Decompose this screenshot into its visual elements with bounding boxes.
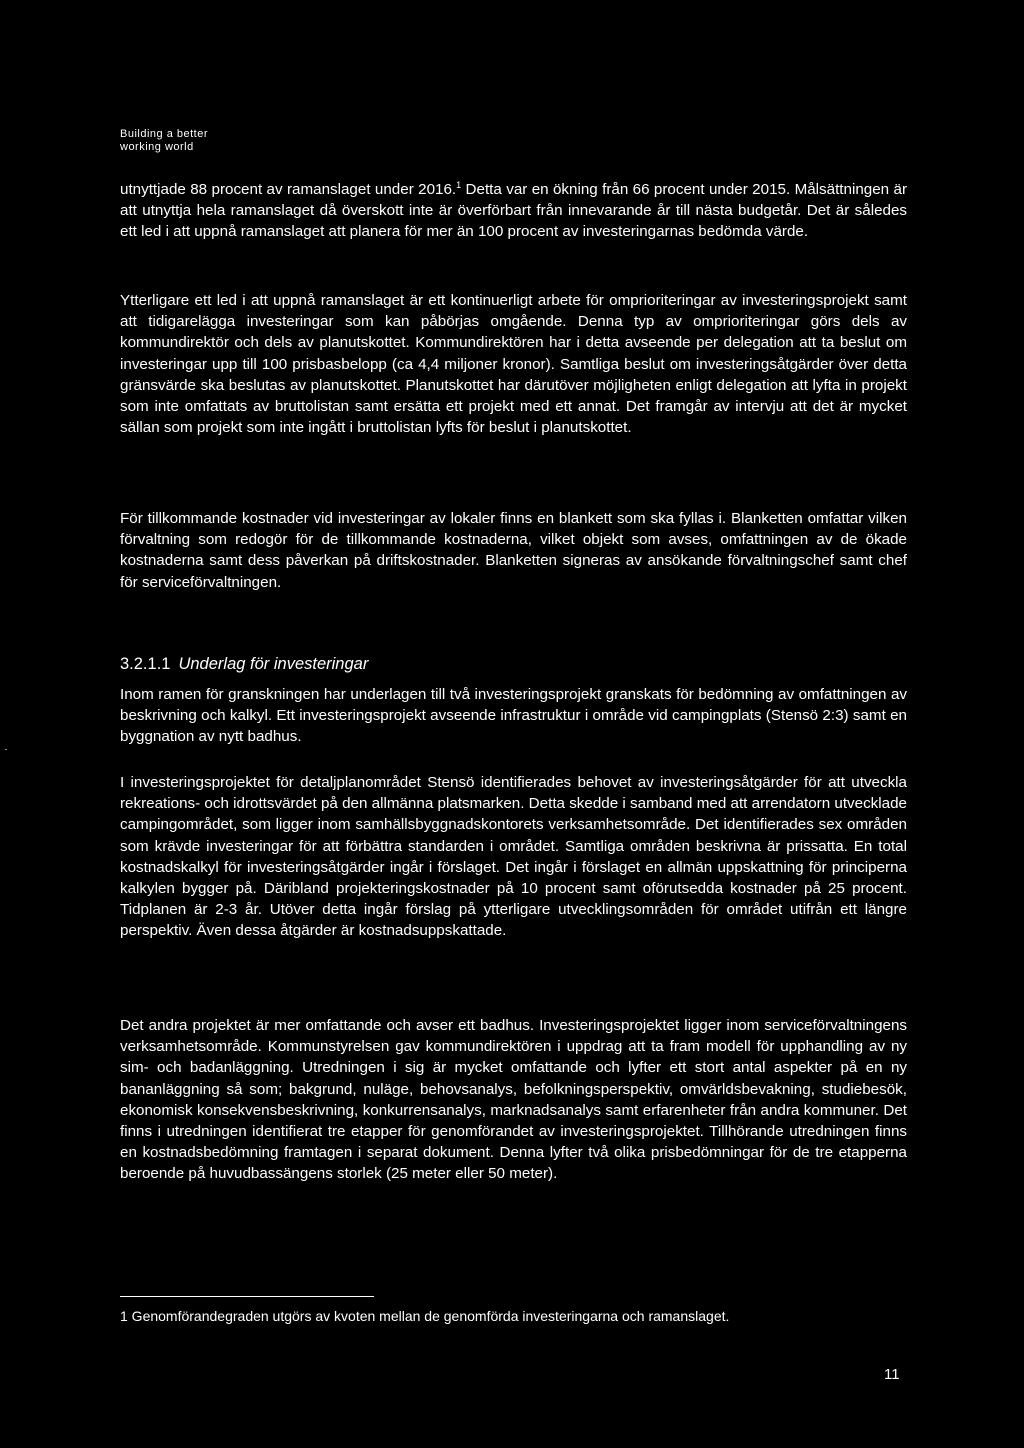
footnote-reference[interactable]: 1 [456, 179, 462, 190]
section-heading [120, 653, 368, 675]
footnote [120, 1307, 729, 1325]
footnote-divider [120, 1296, 374, 1297]
paragraph-5-text: I investeringsprojektet för detaljplanområdet Stensö identifierades behovet av investeringsåtgärder för att utveckla rekreations- och idrottsvärdet på den allmänna platsmarken. Detta skedde i samband med att arrendatorn utvecklade campingområdet, som ligger inom samhällsbyggnadskontorets verksamhetsområde. Det identifierades sex områden som krävde investeringar för att förbättra standarden i området. Samtliga områden beskrivna är prissatta. En total kostnadskalkyl för investeringsåtgärder ingår i förslaget. Det ingår i förslaget en allmän uppskattning för principerna kalkylen bygger på. Däribland projekteringskostnader på 10 procent samt oförutsedda kostnader på 25 procent. Tidplanen är 2-3 år. Utöver detta ingår förslag på ytterligare utvecklingsområden för området utifrån ett längre perspektiv. Även dessa åtgärder är kostnadsuppskattade. [120, 774, 907, 940]
page-number: 11 [884, 1366, 900, 1383]
paragraph-1-rest: Detta var en ökning från 66 procent under 2015. Målsättningen är att utnyttja hela ramanslaget då överskott inte är överförbart från innevarande år till nästa budgetår. Det är således ett led i att uppnå ramanslaget att planera för mer än 100 procent av investeringarnas bedömda värde. [120, 181, 908, 241]
paragraph-1-text: utnyttjade 88 procent av ramanslaget under 2016. [120, 181, 457, 198]
section-heading-number: 3.2.1.1 [120, 655, 171, 673]
paragraph-6 [120, 1015, 907, 1185]
footnote-text: Genomförandegraden utgörs av kvoten mellan de genomförda investeringarna och ramanslaget. [127, 1308, 730, 1324]
tagline-line-2: working world [120, 141, 194, 153]
paragraph-1 [120, 179, 907, 243]
paragraph-3-text: För tillkommande kostnader vid investeringar av lokaler finns en blankett som ska fyllas i. Blanketten omfattar vilken förvaltning som redogör för de tillkommande kostnaderna, vilket objekt som avses, omfattningen av de ökade kostnaderna samt dess påverkan på driftskostnader. Blanketten signeras av ansökande förvaltningschef samt chef för serviceförvaltningen. [120, 510, 907, 591]
paragraph-2-text: Ytterligare ett led i att uppnå ramanslaget är ett kontinuerligt arbete för omprioriteringar av investeringsprojekt samt att tidigarelägga investeringar som kan påbörjas omgående. Denna typ av omprioriteringar görs dels av kommundirektör och dels av planutskottet. Kommundirektören har i detta avseende per delegation att ta beslut om investeringar upp till 100 prisbasbelopp (ca 4,4 miljoner kronor). Samtliga beslut om investeringsåtgärder över detta gränsvärde ska beslutas av planutskottet. Planutskottet har därutöver möjligheten enligt delegation att lyfta in projekt som inte omfattats av bruttolistan samt ersätta ett projekt med ett annat. Det framgår av intervju att det är mycket sällan som projekt som inte ingått i bruttolistan lyfts för beslut i planutskottet. [120, 292, 907, 437]
paragraph-5 [120, 772, 907, 942]
paragraph-3 [120, 508, 907, 593]
scan-artifact [5, 749, 7, 750]
section-heading-title: Underlag för investeringar [178, 655, 369, 673]
tagline-line-1: Building a better [120, 128, 208, 140]
paragraph-6-text: Det andra projektet är mer omfattande och avser ett badhus. Investeringsprojektet ligger inom serviceförvaltningens verksamhetsområde. Kommunstyrelsen gav kommundirektören i uppdrag att ta fram modell för upphandling av ny sim- och badanläggning. Utredningen i sig är mycket omfattande och lyfter ett stort antal aspekter på en ny bananläggning så som; bakgrund, nuläge, behovsanalys, befolkningsperspektiv, omvärldsbevakning, studiebesök, ekonomisk konsekvensbeskrivning, konkurrensanalys, marknadsanalys samt erfarenheter från andra kommuner. Det finns i utredningen identifierat tre etapper för genomförandet av investeringsprojektet. Tillhörande utredningen finns en kostnadsbedömning framtagen i separat dokument. Denna lyfter två olika prisbedömningar för de tre etapperna beroende på huvudbassängens storlek (25 meter eller 50 meter). [120, 1017, 907, 1183]
paragraph-4 [120, 684, 907, 748]
paragraph-2 [120, 290, 907, 438]
header-tagline [120, 128, 208, 154]
footnote-marker: 1 [120, 1308, 128, 1324]
paragraph-4-text: Inom ramen för granskningen har underlagen till två investeringsprojekt granskats för bedömning av omfattningen av beskrivning och kalkyl. Ett investeringsprojekt avseende infrastruktur i område vid campingplats (Stensö 2:3) samt en byggnation av nytt badhus. [120, 686, 907, 746]
